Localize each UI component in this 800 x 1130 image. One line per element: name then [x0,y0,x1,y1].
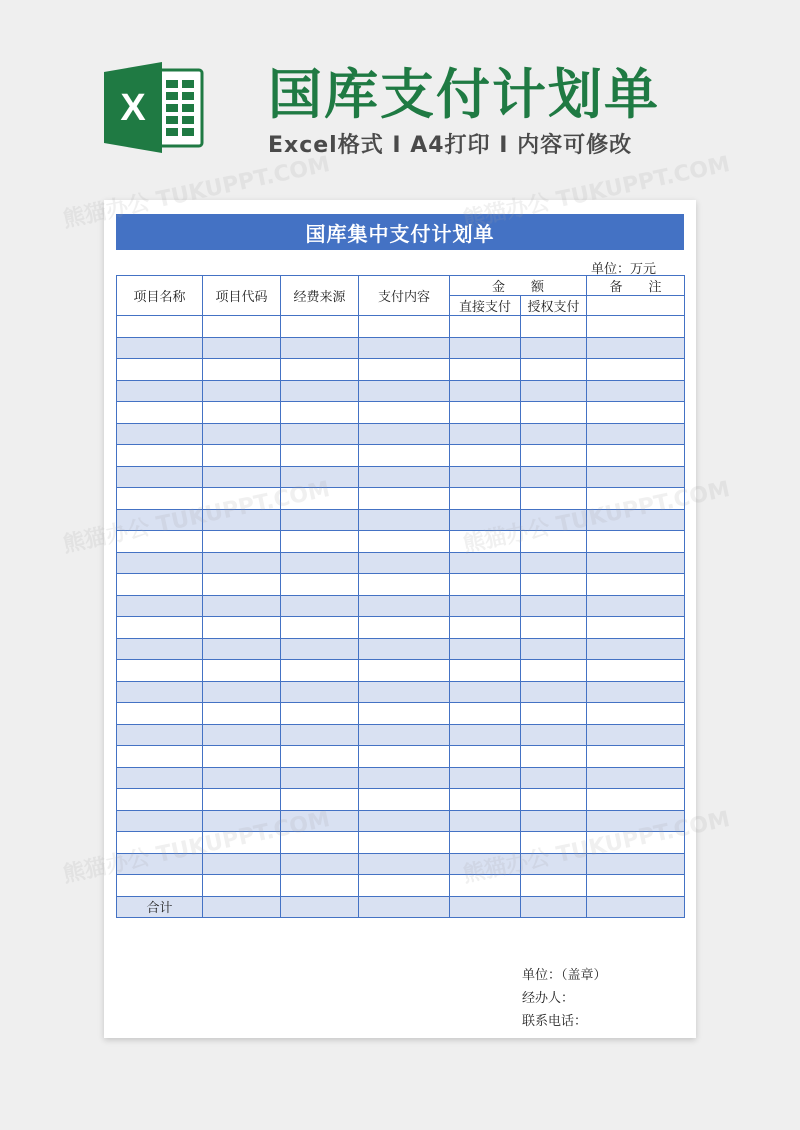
signature-block [522,964,607,1033]
table-cell[interactable] [117,767,203,789]
table-cell[interactable] [450,337,521,359]
table-cell[interactable] [281,789,359,811]
table-cell[interactable] [117,423,203,445]
table-cell[interactable] [117,316,203,338]
table-cell[interactable] [117,380,203,402]
total-label: 合计 [117,896,203,918]
table-cell[interactable] [359,703,450,725]
col-header-fund-source: 经费来源 [281,276,359,316]
table-row [117,746,685,768]
table-cell[interactable] [587,380,685,402]
table-cell[interactable] [587,531,685,553]
total-cell[interactable] [521,896,587,918]
table-cell[interactable] [281,531,359,553]
table-cell[interactable] [203,724,281,746]
table-row [117,445,685,467]
table-cell[interactable] [359,724,450,746]
table-row [117,359,685,381]
table-cell[interactable] [203,552,281,574]
excel-logo-letter: X [120,87,146,129]
table-cell[interactable] [521,316,587,338]
table-row [117,380,685,402]
table-cell[interactable] [359,875,450,897]
table-cell[interactable] [359,595,450,617]
table-cell[interactable] [117,574,203,596]
table-cell[interactable] [281,767,359,789]
table-cell[interactable] [281,337,359,359]
table-cell[interactable] [281,552,359,574]
table-row [117,617,685,639]
table-cell[interactable] [203,380,281,402]
table-cell[interactable] [450,638,521,660]
table-row [117,337,685,359]
table-cell[interactable] [521,853,587,875]
table-cell[interactable] [117,595,203,617]
table-row [117,552,685,574]
table-cell[interactable] [203,359,281,381]
table-cell[interactable] [587,681,685,703]
table-cell[interactable] [359,531,450,553]
table-cell[interactable] [203,746,281,768]
table-cell[interactable] [587,767,685,789]
table-cell[interactable] [587,445,685,467]
signature-handler: 经办人： [522,991,575,1006]
table-cell[interactable] [281,617,359,639]
table-cell[interactable] [203,832,281,854]
table-cell[interactable] [203,574,281,596]
table-cell[interactable] [587,875,685,897]
table-cell[interactable] [450,574,521,596]
table-cell[interactable] [587,402,685,424]
table-cell[interactable] [450,595,521,617]
table-cell[interactable] [521,638,587,660]
table-cell[interactable] [117,445,203,467]
table-cell[interactable] [203,316,281,338]
table-cell[interactable] [281,574,359,596]
table-cell[interactable] [203,509,281,531]
table-cell[interactable] [587,724,685,746]
table-cell[interactable] [117,402,203,424]
table-cell[interactable] [117,703,203,725]
table-cell[interactable] [450,767,521,789]
table-cell[interactable] [117,488,203,510]
table-cell[interactable] [203,660,281,682]
table-row [117,853,685,875]
table-cell[interactable] [587,746,685,768]
table-cell[interactable] [587,574,685,596]
total-cell[interactable] [587,896,685,918]
table-cell[interactable] [359,488,450,510]
table-cell[interactable] [450,875,521,897]
col-header-project-name: 项目名称 [117,276,203,316]
table-cell[interactable] [521,402,587,424]
payment-plan-table [116,275,685,918]
col-header-payment-content: 支付内容 [359,276,450,316]
table-cell[interactable] [359,810,450,832]
table-body [117,316,685,897]
table-cell[interactable] [359,638,450,660]
table-cell[interactable] [521,617,587,639]
table-cell[interactable] [521,509,587,531]
table-cell[interactable] [203,853,281,875]
table-cell[interactable] [587,810,685,832]
table-cell[interactable] [521,875,587,897]
col-header-project-code: 项目代码 [203,276,281,316]
table-cell[interactable] [281,724,359,746]
table-cell[interactable] [203,402,281,424]
table-cell[interactable] [117,681,203,703]
col-header-authorized-payment: 授权支付 [521,296,587,316]
table-row [117,681,685,703]
table-cell[interactable] [359,853,450,875]
table-cell[interactable] [281,746,359,768]
table-cell[interactable] [587,789,685,811]
table-cell[interactable] [450,810,521,832]
table-cell[interactable] [450,832,521,854]
table-cell[interactable] [117,660,203,682]
table-cell[interactable] [521,746,587,768]
table-cell[interactable] [203,767,281,789]
table-cell[interactable] [359,445,450,467]
table-cell[interactable] [203,423,281,445]
table-cell[interactable] [203,466,281,488]
table-cell[interactable] [359,509,450,531]
table-row [117,423,685,445]
table-cell[interactable] [281,380,359,402]
table-cell[interactable] [281,810,359,832]
table-cell[interactable] [450,423,521,445]
table-cell[interactable] [359,359,450,381]
table-cell[interactable] [281,359,359,381]
table-cell[interactable] [521,488,587,510]
table-cell[interactable] [450,531,521,553]
table-cell[interactable] [117,531,203,553]
table-cell[interactable] [281,832,359,854]
table-cell[interactable] [450,681,521,703]
watermark: 熊猫办公 TUKUPPT.COM [460,151,733,233]
table-cell[interactable] [521,810,587,832]
table-row [117,316,685,338]
table-cell[interactable] [450,660,521,682]
table-cell[interactable] [450,316,521,338]
table-row [117,574,685,596]
table-cell[interactable] [450,724,521,746]
table-cell[interactable] [281,681,359,703]
table-cell[interactable] [281,445,359,467]
table-cell[interactable] [521,724,587,746]
table-row [117,832,685,854]
table-cell[interactable] [203,445,281,467]
col-header-direct-payment: 直接支付 [450,296,521,316]
table-cell[interactable] [521,574,587,596]
table-cell[interactable] [359,466,450,488]
table-row [117,531,685,553]
table-cell[interactable] [359,423,450,445]
table-cell[interactable] [521,445,587,467]
table-cell[interactable] [521,681,587,703]
table-cell[interactable] [450,380,521,402]
table-cell[interactable] [587,617,685,639]
table-cell[interactable] [281,402,359,424]
table-cell[interactable] [587,359,685,381]
table-cell[interactable] [521,767,587,789]
table-cell[interactable] [587,488,685,510]
table-row [117,724,685,746]
table-row [117,875,685,897]
table-cell[interactable] [359,746,450,768]
table-cell[interactable] [281,316,359,338]
table-row [117,509,685,531]
table-cell[interactable] [359,767,450,789]
col-header-amount: 金 额 [450,276,587,296]
table-cell[interactable] [450,402,521,424]
table-cell[interactable] [587,660,685,682]
table-cell[interactable] [281,638,359,660]
total-cell[interactable] [281,896,359,918]
table-cell[interactable] [117,509,203,531]
table-cell[interactable] [203,337,281,359]
table-cell[interactable] [117,853,203,875]
table-cell[interactable] [203,810,281,832]
watermark: 熊猫办公 TUKUPPT.COM [60,151,333,233]
table-cell[interactable] [521,789,587,811]
table-cell[interactable] [450,359,521,381]
table-cell[interactable] [587,703,685,725]
total-row [117,896,685,918]
signature-phone: 联系电话： [522,1014,588,1029]
table-cell[interactable] [203,531,281,553]
table-cell[interactable] [359,660,450,682]
table-cell[interactable] [521,595,587,617]
table-cell[interactable] [587,595,685,617]
table-cell[interactable] [281,595,359,617]
table-cell[interactable] [359,316,450,338]
total-cell[interactable] [450,896,521,918]
table-cell[interactable] [450,746,521,768]
table-cell[interactable] [450,445,521,467]
table-cell[interactable] [117,337,203,359]
table-cell[interactable] [117,832,203,854]
table-cell[interactable] [359,574,450,596]
document-title: 国库集中支付计划单 [116,214,684,250]
table-cell[interactable] [450,853,521,875]
table-cell[interactable] [450,552,521,574]
table-cell[interactable] [281,466,359,488]
table-cell[interactable] [117,724,203,746]
table-cell[interactable] [521,359,587,381]
table-row [117,810,685,832]
table-cell[interactable] [521,660,587,682]
table-cell[interactable] [450,488,521,510]
table-cell[interactable] [587,552,685,574]
table-cell[interactable] [450,617,521,639]
table-cell[interactable] [203,681,281,703]
table-cell[interactable] [203,875,281,897]
table-cell[interactable] [587,316,685,338]
table-cell[interactable] [117,466,203,488]
table-row [117,789,685,811]
table-cell[interactable] [281,875,359,897]
table-cell[interactable] [281,703,359,725]
table-cell[interactable] [117,746,203,768]
table-cell[interactable] [521,466,587,488]
table-cell[interactable] [117,875,203,897]
table-cell[interactable] [521,423,587,445]
col-header-remarks-blank [587,296,685,316]
table-cell[interactable] [117,638,203,660]
table-cell[interactable] [359,789,450,811]
table-cell[interactable] [587,638,685,660]
table-cell[interactable] [587,853,685,875]
table-cell[interactable] [450,466,521,488]
table-cell[interactable] [203,789,281,811]
table-cell[interactable] [203,638,281,660]
table-cell[interactable] [359,617,450,639]
table-cell[interactable] [521,832,587,854]
table-cell[interactable] [359,832,450,854]
table-row [117,638,685,660]
table-cell[interactable] [117,789,203,811]
table-cell[interactable] [587,423,685,445]
table-cell[interactable] [281,660,359,682]
table-cell[interactable] [450,509,521,531]
table-cell[interactable] [203,488,281,510]
table-cell[interactable] [450,703,521,725]
unit-note: 单位：万元 [590,262,656,277]
table-cell[interactable] [587,337,685,359]
table-row [117,466,685,488]
table-cell[interactable] [587,466,685,488]
table-cell[interactable] [587,509,685,531]
table-cell[interactable] [281,423,359,445]
table-row [117,402,685,424]
col-header-remarks: 备 注 [587,276,685,296]
table-cell[interactable] [203,595,281,617]
table-row [117,767,685,789]
table-cell[interactable] [359,552,450,574]
table-row [117,703,685,725]
table-cell[interactable] [450,789,521,811]
total-cell[interactable] [203,896,281,918]
table-cell[interactable] [281,509,359,531]
table-row [117,660,685,682]
page-title: 国库支付计划单 [268,63,660,126]
table-cell[interactable] [359,402,450,424]
table-cell[interactable] [359,380,450,402]
table-cell[interactable] [281,853,359,875]
total-cell[interactable] [359,896,450,918]
document-sheet [104,200,696,1038]
table-cell[interactable] [117,617,203,639]
table-cell[interactable] [521,703,587,725]
table-cell[interactable] [359,337,450,359]
table-row [117,488,685,510]
table-cell[interactable] [117,810,203,832]
table-cell[interactable] [521,552,587,574]
table-cell[interactable] [587,832,685,854]
excel-logo-icon [104,60,204,155]
table-row [117,595,685,617]
table-cell[interactable] [521,380,587,402]
table-cell[interactable] [117,552,203,574]
table-cell[interactable] [521,531,587,553]
table-cell[interactable] [203,703,281,725]
table-cell[interactable] [359,681,450,703]
page-subtitle: Excel格式 I A4打印 I 内容可修改 [268,133,633,158]
signature-unit: 单位：（盖章） [522,968,607,983]
table-cell[interactable] [117,359,203,381]
table-cell[interactable] [203,617,281,639]
table-cell[interactable] [521,337,587,359]
table-cell[interactable] [281,488,359,510]
